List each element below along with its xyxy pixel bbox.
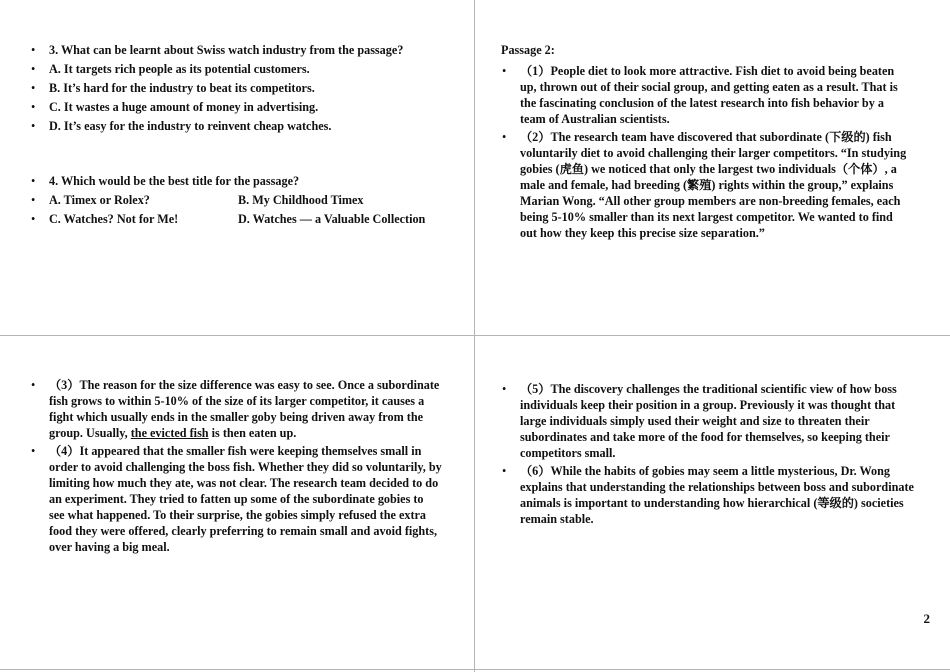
horizontal-divider	[0, 335, 950, 336]
paragraph-2: • （2）The research team have discovered that subordinate (下级的) fish voluntarily diet to avoid challenging their larger competitors. “In studying gobies (虎鱼) we noticed that only the largest two individuals（个体）, a male and female, had breeding (繁殖) rights within the group,” explains Marian Wong. “All other group members are non-breeding females, each being 5-10% smaller than its next largest competitor. We wanted to find out how they keep this precise size separation.”	[501, 129, 911, 241]
q3-option-c: • C. It wastes a huge amount of money in advertising.	[30, 99, 462, 115]
slide-paragraphs-3-4	[30, 377, 442, 555]
paragraph-3-text-end: is then eaten up.	[208, 426, 297, 440]
paragraph-3	[30, 377, 442, 441]
vertical-divider	[474, 0, 475, 672]
q4-option-b: B. My Childhood Timex	[238, 193, 364, 207]
q3-question: • 3. What can be learnt about Swiss watch industry from the passage?	[30, 42, 462, 58]
q3-option-a: • A. It targets rich people as its potential customers.	[30, 61, 462, 77]
q3-option-b: • B. It’s hard for the industry to beat its competitors.	[30, 80, 462, 96]
slide-passage-2	[501, 42, 911, 241]
bottom-divider	[0, 669, 950, 670]
q4-options-row-1	[30, 192, 462, 208]
q4-question: • 4. Which would be the best title for the passage?	[30, 173, 462, 189]
evicted-fish-underlined: the evicted fish	[130, 426, 209, 440]
paragraph-1: • （1）People diet to look more attractive. Fish diet to avoid being beaten up, thrown out of their social group, and getting eaten as a result. That is the fascinating conclusion of the latest research into fish behavior by a team of Australian scientists.	[501, 63, 911, 127]
paragraph-3-text-start: （3）The reason for the size difference was easy to see. Once a subordinate fish grows to within 5-10% of the size of its larger competitor, it causes a fight which usually ends in the smaller goby being driven away from the group. Usually,	[49, 378, 440, 440]
paragraph-5: • （5）The discovery challenges the traditional scientific view of how boss individuals keep their position in a group. Previously it was thought that large individuals simply used their weight and size to threaten their subordinates and take more of the food for themselves, so keeping their competitors small.	[501, 381, 917, 461]
slide-questions	[30, 42, 462, 227]
passage-heading: Passage 2:	[501, 43, 555, 57]
q4-option-d: D. Watches — a Valuable Collection	[238, 212, 426, 226]
q4-options-row-2	[30, 211, 462, 227]
page-number: 2	[923, 611, 930, 626]
paragraph-6: • （6）While the habits of gobies may seem a little mysterious, Dr. Wong explains that understanding the relationships between boss and subordinate animals is important to understanding how hierarchical (等级的) societies remain stable.	[501, 463, 917, 527]
paragraph-4: • （4）It appeared that the smaller fish were keeping themselves small in order to avoid challenging the boss fish. Whether they did so voluntarily, by limiting how much they ate, was not clear. The research team decided to do an experiment. They tried to fatten up some of the subordinate gobies to see what happened. To their surprise, the gobies simply refused the extra food they were offered, clearly preferring to remain small and avoid fights, over having a big meal.	[30, 443, 442, 555]
q4-option-c: • C. Watches? Not for Me!	[49, 212, 179, 226]
q3-list	[30, 42, 462, 134]
q4-option-a: • A. Timex or Rolex?	[49, 193, 150, 207]
slide-paragraphs-5-6	[501, 381, 917, 527]
q4-list	[30, 173, 462, 227]
q3-option-d: • D. It’s easy for the industry to reinvent cheap watches.	[30, 118, 462, 134]
